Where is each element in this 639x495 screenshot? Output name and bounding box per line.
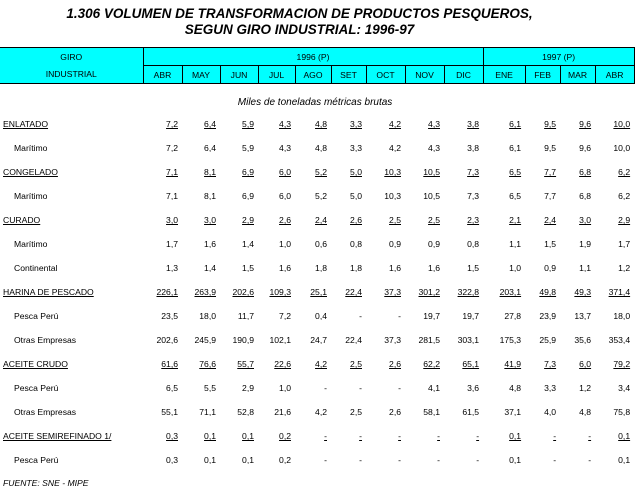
table-cell: 61,5 xyxy=(462,407,480,417)
table-cell: 301,2 xyxy=(418,287,440,297)
table-cell: 6,5 xyxy=(509,167,522,177)
table-cell: 0,1 xyxy=(242,431,254,441)
table-cell: 2,5 xyxy=(350,359,362,369)
table-cell: - xyxy=(359,431,362,441)
header-year-1997: 1997 (P) xyxy=(483,48,634,66)
subcategory-row xyxy=(0,136,634,160)
table-cell: 0,3 xyxy=(166,431,178,441)
table-cell: 24,7 xyxy=(310,335,327,345)
header-giro: GIRO xyxy=(0,48,143,66)
table-cell: 4,2 xyxy=(315,407,327,417)
table-cell: - xyxy=(359,383,362,393)
row-label: HARINA DE PESCADO xyxy=(3,287,94,297)
table-cell: 7,7 xyxy=(544,167,557,177)
table-title-line-2: SEGUN GIRO INDUSTRIAL: 1996-97 xyxy=(184,22,415,37)
table-cell: 6,8 xyxy=(579,191,592,201)
table-cell: 25,1 xyxy=(310,287,327,297)
header-row-years xyxy=(0,48,634,66)
table-cell: 7,3 xyxy=(544,359,557,369)
table-cell: 3,4 xyxy=(618,383,631,393)
table-cell: 58,1 xyxy=(423,407,440,417)
table-cell: - xyxy=(553,455,557,465)
table-cell: 1,0 xyxy=(509,263,522,273)
row-label: Continental xyxy=(14,263,58,273)
table-cell: 3,6 xyxy=(467,383,480,393)
table-cell: 5,9 xyxy=(242,119,254,129)
table-cell: 19,7 xyxy=(462,311,480,321)
table-cell: 0,1 xyxy=(509,431,522,441)
table-cell: 6,1 xyxy=(509,119,522,129)
row-label: Marítimo xyxy=(14,191,48,201)
category-row xyxy=(0,160,634,184)
table-cell: 0,3 xyxy=(166,455,178,465)
table-cell: 1,0 xyxy=(279,383,291,393)
table-cell: 6,4 xyxy=(204,119,216,129)
subcategory-row xyxy=(0,304,634,328)
table-cell: 6,9 xyxy=(242,167,254,177)
row-label: Marítimo xyxy=(14,143,48,153)
table-cell: 0,9 xyxy=(389,239,401,249)
table-cell: 0,2 xyxy=(279,431,291,441)
table-cell: 4,2 xyxy=(315,359,327,369)
table-cell: 1,3 xyxy=(166,263,178,273)
header-month: MAR xyxy=(560,66,595,84)
table-cell: - xyxy=(437,431,440,441)
table-cell: 10,5 xyxy=(423,191,440,201)
table-cell: 1,5 xyxy=(467,263,480,273)
table-cell: 4,0 xyxy=(544,407,557,417)
category-row xyxy=(0,280,634,304)
table-cell: 7,1 xyxy=(166,191,178,201)
table-cell: 62,2 xyxy=(423,359,440,369)
table-cell: 1,6 xyxy=(204,239,216,249)
table-cell: 2,6 xyxy=(279,215,291,225)
table-cell: 6,2 xyxy=(618,167,631,177)
row-label: CURADO xyxy=(3,215,41,225)
table-cell: 9,5 xyxy=(544,119,557,129)
table-cell: 3,8 xyxy=(467,119,480,129)
table-cell: 202,6 xyxy=(232,287,254,297)
table-cell: - xyxy=(324,455,327,465)
unit-row xyxy=(0,92,634,112)
table-cell: 3,3 xyxy=(350,143,362,153)
category-row xyxy=(0,424,634,448)
table-cell: 226,1 xyxy=(156,287,178,297)
table-cell: 4,8 xyxy=(579,407,592,417)
table-cell: - xyxy=(553,431,557,441)
category-row xyxy=(0,352,634,376)
table-cell: 0,1 xyxy=(204,455,216,465)
table-cell: 1,7 xyxy=(166,239,178,249)
header-month: AGO xyxy=(295,66,331,84)
subcategory-row xyxy=(0,400,634,424)
table-cell: 3,0 xyxy=(204,215,216,225)
table-cell: 41,9 xyxy=(504,359,522,369)
table-cell: 2,9 xyxy=(242,383,254,393)
table-cell: 7,2 xyxy=(279,311,291,321)
table-cell: 322,8 xyxy=(457,287,480,297)
table-cell: 9,6 xyxy=(579,143,592,153)
table-cell: 10,5 xyxy=(423,167,440,177)
table-cell: 13,7 xyxy=(574,311,592,321)
category-row xyxy=(0,112,634,136)
table-cell: 5,9 xyxy=(242,143,254,153)
row-label: Pesca Perú xyxy=(14,383,59,393)
table-cell: 0,4 xyxy=(315,311,327,321)
table-cell: 37,1 xyxy=(504,407,522,417)
table-cell: 2,3 xyxy=(467,215,480,225)
table-cell: 1,2 xyxy=(579,383,592,393)
table-cell: 0,1 xyxy=(242,455,254,465)
table-cell: 2,9 xyxy=(242,215,254,225)
table-cell: 263,9 xyxy=(194,287,216,297)
table-cell: 1,5 xyxy=(544,239,557,249)
subcategory-row xyxy=(0,232,634,256)
table-cell: 1,9 xyxy=(579,239,592,249)
table-cell: 2,4 xyxy=(315,215,327,225)
table-cell: 7,7 xyxy=(544,191,557,201)
table-cell: 371,4 xyxy=(608,287,631,297)
subcategory-row xyxy=(0,256,634,280)
table-cell: 2,5 xyxy=(428,215,440,225)
header-month: ENE xyxy=(483,66,525,84)
header-month: MAY xyxy=(182,66,220,84)
table-cell: 0,1 xyxy=(618,431,631,441)
table-cell: 5,5 xyxy=(204,383,216,393)
table-cell: 1,8 xyxy=(350,263,362,273)
table-cell: - xyxy=(324,431,327,441)
header-month: NOV xyxy=(405,66,444,84)
table-cell: 49,8 xyxy=(539,287,557,297)
table-cell: 7,3 xyxy=(467,191,480,201)
table-cell: 5,0 xyxy=(350,191,362,201)
table-cell: 75,8 xyxy=(613,407,631,417)
table-cell: - xyxy=(398,455,401,465)
table-cell: 18,0 xyxy=(613,311,631,321)
table-cell: 2,6 xyxy=(389,407,401,417)
table-cell: 190,9 xyxy=(232,335,254,345)
table-cell: - xyxy=(398,383,401,393)
subcategory-row xyxy=(0,376,634,400)
table-cell: 245,9 xyxy=(194,335,216,345)
table-cell: 281,5 xyxy=(418,335,440,345)
header-month: ABR xyxy=(595,66,634,84)
row-label: ENLATADO xyxy=(3,119,49,129)
header-month: DIC xyxy=(444,66,483,84)
table-cell: 35,6 xyxy=(574,335,592,345)
table-cell: - xyxy=(588,455,592,465)
table-cell: 353,4 xyxy=(608,335,631,345)
table-cell: 23,9 xyxy=(539,311,557,321)
table-cell: 6,5 xyxy=(166,383,178,393)
table-cell: 10,0 xyxy=(613,119,631,129)
table-cell: 4,2 xyxy=(389,143,401,153)
table-cell: 1,2 xyxy=(618,263,631,273)
table-cell: 49,3 xyxy=(574,287,592,297)
table-cell: 5,2 xyxy=(315,167,327,177)
table-cell: 8,1 xyxy=(204,191,216,201)
table-cell: 9,6 xyxy=(579,119,592,129)
table-cell: 6,0 xyxy=(579,359,592,369)
table-cell: 3,3 xyxy=(544,383,557,393)
table-cell: 4,8 xyxy=(315,119,327,129)
row-label: CONGELADO xyxy=(3,167,58,177)
table-cell: 4,3 xyxy=(279,143,291,153)
row-label: Otras Empresas xyxy=(14,335,77,345)
header-month: JUL xyxy=(258,66,295,84)
table-cell: 0,1 xyxy=(204,431,216,441)
row-label: Pesca Perú xyxy=(14,455,59,465)
table-cell: 109,3 xyxy=(269,287,291,297)
table-cell: - xyxy=(324,383,327,393)
table-cell: 4,3 xyxy=(428,143,440,153)
header-month: OCT xyxy=(366,66,405,84)
table-cell: 1,1 xyxy=(579,263,592,273)
table-cell: 3,0 xyxy=(166,215,178,225)
table-cell: 5,2 xyxy=(315,191,327,201)
table-cell: 1,4 xyxy=(204,263,216,273)
table-cell: 10,3 xyxy=(384,167,401,177)
table-cell: 6,2 xyxy=(618,191,631,201)
table-cell: 2,4 xyxy=(544,215,557,225)
table-cell: 55,7 xyxy=(237,359,254,369)
subcategory-row xyxy=(0,328,634,352)
table-cell: 6,0 xyxy=(279,167,291,177)
table-cell: 4,3 xyxy=(279,119,291,129)
table-cell: - xyxy=(359,311,362,321)
header-month: ABR xyxy=(143,66,182,84)
row-label: Pesca Perú xyxy=(14,311,59,321)
table-cell: 1,8 xyxy=(315,263,327,273)
table-cell: 102,1 xyxy=(269,335,291,345)
table-cell: 4,8 xyxy=(509,383,522,393)
table-cell: 71,1 xyxy=(199,407,216,417)
header-industrial: INDUSTRIAL xyxy=(0,66,143,84)
table-cell: 6,0 xyxy=(279,191,291,201)
table-title-line-1: 1.306 VOLUMEN DE TRANSFORMACION DE PRODUCTOS PESQUEROS, xyxy=(66,6,533,21)
unit-label: Miles de toneladas métricas brutas xyxy=(237,96,393,108)
table-cell: 19,7 xyxy=(423,311,440,321)
table-cell: 203,1 xyxy=(499,287,522,297)
table-cell: 5,0 xyxy=(350,167,362,177)
table-cell: 3,8 xyxy=(467,143,480,153)
table-cell: 0,8 xyxy=(467,239,480,249)
table-cell: 3,3 xyxy=(350,119,362,129)
table-cell: 0,6 xyxy=(315,239,327,249)
table-cell: 4,2 xyxy=(389,119,401,129)
table-cell: 7,2 xyxy=(166,143,178,153)
header-month: JUN xyxy=(220,66,258,84)
header-year-1996: 1996 (P) xyxy=(143,48,483,66)
table-cell: 52,8 xyxy=(237,407,254,417)
header-month: FEB xyxy=(525,66,560,84)
table-cell: - xyxy=(437,455,440,465)
table-cell: 1,0 xyxy=(279,239,291,249)
table-cell: 10,0 xyxy=(613,143,631,153)
table-cell: 25,9 xyxy=(539,335,557,345)
table-cell: - xyxy=(398,431,401,441)
table-cell: 7,1 xyxy=(166,167,178,177)
table-cell: 0,2 xyxy=(279,455,291,465)
subcategory-row xyxy=(0,448,634,472)
table-cell: 65,1 xyxy=(462,359,480,369)
spacer-row xyxy=(0,84,634,93)
table-cell: - xyxy=(359,455,362,465)
header-month: SET xyxy=(331,66,366,84)
table-cell: 3,0 xyxy=(579,215,592,225)
table-cell: 6,4 xyxy=(204,143,216,153)
fish-processing-table xyxy=(0,47,635,472)
table-cell: 22,6 xyxy=(274,359,291,369)
source-note: FUENTE: SNE - MIPE xyxy=(3,478,89,488)
row-label: Otras Empresas xyxy=(14,407,77,417)
table-cell: 7,2 xyxy=(166,119,178,129)
table-cell: 8,1 xyxy=(204,167,216,177)
table-cell: 1,6 xyxy=(428,263,440,273)
table-cell: 22,4 xyxy=(345,335,362,345)
table-cell: 22,4 xyxy=(345,287,362,297)
table-cell: 2,6 xyxy=(350,215,362,225)
row-label: ACEITE CRUDO xyxy=(3,359,68,369)
table-cell: 4,3 xyxy=(428,119,440,129)
table-cell: 10,3 xyxy=(384,191,401,201)
category-row xyxy=(0,208,634,232)
table-cell: 27,8 xyxy=(504,311,522,321)
table-cell: 2,5 xyxy=(389,215,401,225)
table-cell: 55,1 xyxy=(161,407,178,417)
table-cell: 79,2 xyxy=(613,359,631,369)
table-cell: 1,6 xyxy=(389,263,401,273)
table-cell: 7,3 xyxy=(467,167,480,177)
table-cell: 23,5 xyxy=(161,311,178,321)
table-cell: - xyxy=(398,311,401,321)
table-cell: 2,6 xyxy=(389,359,401,369)
table-cell: 0,8 xyxy=(350,239,362,249)
table-cell: 11,7 xyxy=(237,311,254,321)
row-label: ACEITE SEMIREFINADO 1/ xyxy=(3,431,112,441)
table-cell: 6,8 xyxy=(579,167,592,177)
table-cell: 21,6 xyxy=(274,407,291,417)
table-cell: 61,6 xyxy=(161,359,178,369)
table-cell: 6,1 xyxy=(509,143,522,153)
table-cell: 0,9 xyxy=(544,263,557,273)
row-label: Marítimo xyxy=(14,239,48,249)
table-cell: 1,6 xyxy=(279,263,291,273)
table-cell: - xyxy=(476,431,480,441)
table-cell: 0,1 xyxy=(618,455,631,465)
table-cell: 202,6 xyxy=(156,335,178,345)
table-cell: 6,5 xyxy=(509,191,522,201)
table-cell: 76,6 xyxy=(199,359,216,369)
table-cell: 1,5 xyxy=(242,263,254,273)
table-cell: - xyxy=(476,455,480,465)
table-cell: 2,1 xyxy=(509,215,522,225)
header-row-months xyxy=(0,66,634,84)
table-cell: 0,9 xyxy=(428,239,440,249)
table-cell: 4,1 xyxy=(428,383,440,393)
table-cell: 18,0 xyxy=(199,311,216,321)
table-cell: - xyxy=(588,431,592,441)
table-cell: 37,3 xyxy=(384,335,401,345)
table-cell: 4,8 xyxy=(315,143,327,153)
table-cell: 2,9 xyxy=(618,215,631,225)
table-cell: 1,7 xyxy=(618,239,631,249)
table-cell: 2,5 xyxy=(350,407,362,417)
table-cell: 1,1 xyxy=(509,239,522,249)
table-cell: 303,1 xyxy=(457,335,480,345)
table-cell: 9,5 xyxy=(544,143,557,153)
table-cell: 37,3 xyxy=(384,287,401,297)
table-cell: 6,9 xyxy=(242,191,254,201)
table-cell: 0,1 xyxy=(509,455,522,465)
subcategory-row xyxy=(0,184,634,208)
table-cell: 1,4 xyxy=(242,239,254,249)
table-cell: 175,3 xyxy=(499,335,522,345)
